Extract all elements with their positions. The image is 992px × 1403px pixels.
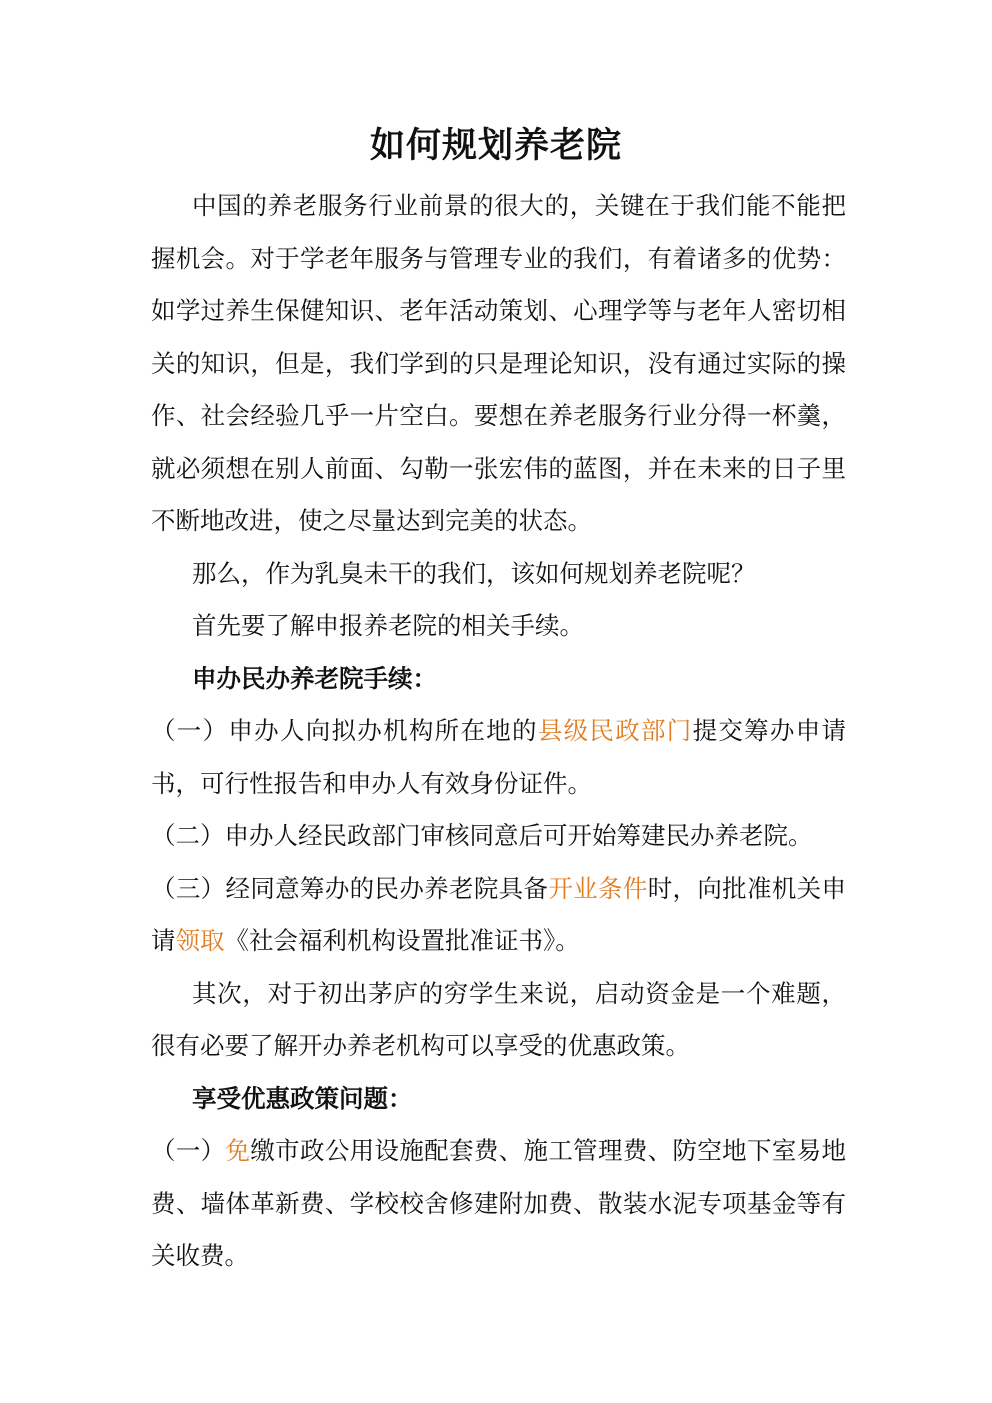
question-paragraph: 那么，作为乳臭未干的我们，该如何规划养老院呢？ [192, 558, 756, 588]
link-opening-conditions[interactable]: 开业条件 [548, 873, 648, 903]
page-title: 如何规划养老院 [369, 125, 622, 166]
section-heading-policies: 享受优惠政策问题： [192, 1083, 413, 1113]
second-paragraph: 其次，对于初出茅庐的穷学生来说，启动资金是一个难题，很有必要了解开办养老机构可以享受的优惠政策。 [151, 978, 846, 1060]
procedure-item-3-text-a: （三）经同意筹办的民办养老院具备 [151, 873, 549, 903]
procedure-item-1-text-a: （一）申办人向拟办机构所在地的 [151, 716, 538, 745]
procedure-item-1-text-b: 提交筹办申请书，可行性报告和申办人有效身份证件。 [151, 716, 847, 798]
link-exempt[interactable]: 免 [225, 1136, 251, 1165]
link-county-civil-affairs[interactable]: 县级民政部门 [537, 716, 693, 745]
procedure-item-3 [151, 863, 846, 968]
policy-item-1-text-a: （一） [151, 1136, 226, 1165]
policy-item-1 [151, 1125, 846, 1283]
link-obtain[interactable]: 领取 [175, 926, 225, 955]
first-paragraph: 首先要了解申报养老院的相关手续。 [192, 611, 584, 640]
section-heading-procedures: 申办民办养老院手续： [192, 663, 437, 693]
procedure-item-2: （二）申办人经民政部门审核同意后可开始筹建民办养老院。 [151, 821, 813, 850]
procedure-item-3-text-c: 《社会福利机构设置批准证书》。 [224, 926, 580, 955]
procedure-item-3-text-b: 时，向批准机关申请 [151, 873, 847, 955]
policy-item-1-text-b: 缴市政公用设施配套费、施工管理费、防空地下室易地费、墙体革新费、学校校舍修建附加费、散装水泥专项基金等有关收费。 [151, 1136, 847, 1270]
document-body [151, 180, 846, 1283]
intro-paragraph: 中国的养老服务行业前景的很大的，关键在于我们能不能把握机会。对于学老年服务与管理专业的我们，有着诸多的优势：如学过养生保健知识、老年活动策划、心理学等与老年人密切相关的知识，但是，我们学到的只是理论知识，没有通过实际的操作、社会经验几乎一片空白。要想在养老服务行业分得一杯羹，就必须想在别人前面、勾勒一张宏伟的蓝图，并在未来的日子里不断地改进，使之尽量达到完美的状态。 [151, 191, 846, 535]
procedure-item-1 [151, 705, 846, 810]
